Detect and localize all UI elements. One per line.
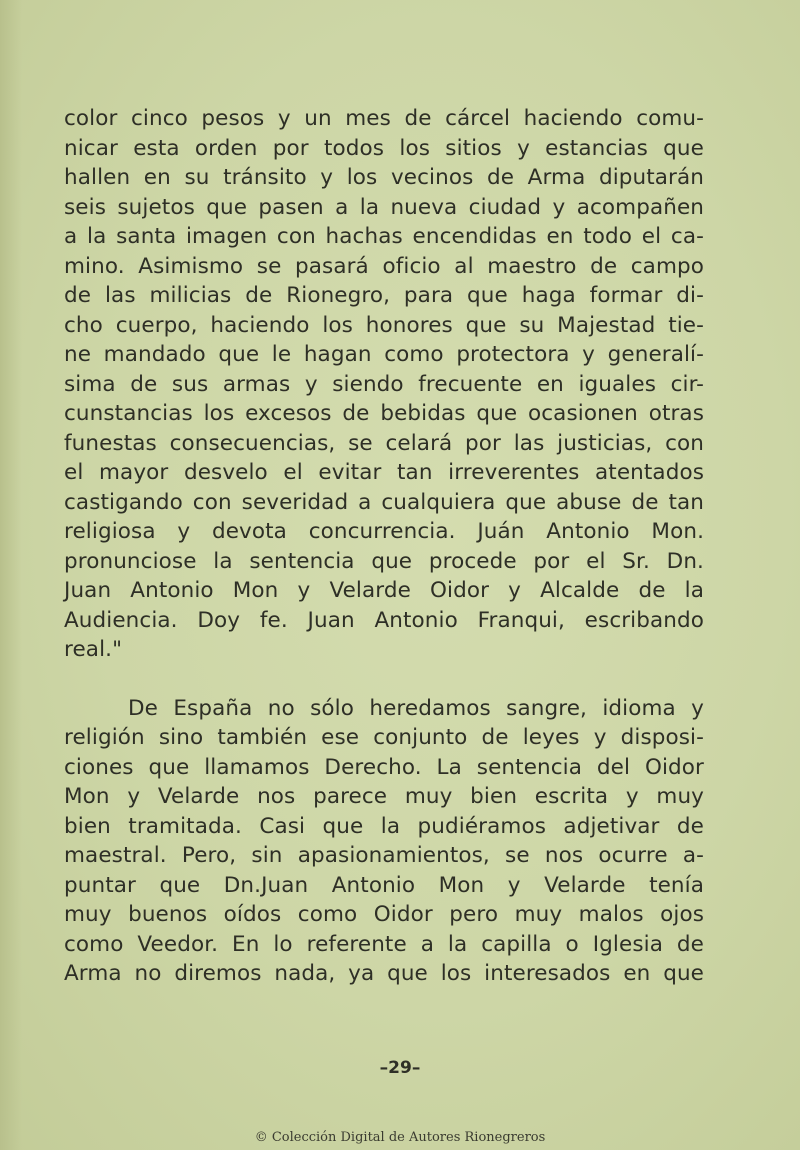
text-line: De España no sólo heredamos sangre, idioma y bbox=[128, 695, 704, 721]
text-line: como Veedor. En lo referente a la capilla o Iglesia de bbox=[64, 931, 704, 957]
paragraph-1 bbox=[64, 104, 704, 665]
text-line: religiosa y devota concurrencia. Juán Antonio Mon. bbox=[64, 519, 704, 544]
text-line: mino. Asimismo se pasará oficio al maestro de campo bbox=[64, 253, 704, 279]
text-line: real." bbox=[64, 637, 123, 662]
paragraph-2 bbox=[64, 694, 704, 989]
text-line: religión sino también ese conjunto de leyes y disposi- bbox=[64, 725, 704, 750]
text-line: el mayor desvelo el evitar tan irreverentes atentados bbox=[64, 460, 704, 485]
text-line: hallen en su tránsito y los vecinos de Arma diputarán bbox=[64, 165, 704, 190]
text-line: pronunciose la sentencia que procede por el Sr. Dn. bbox=[64, 548, 704, 574]
text-line: puntar que Dn.Juan Antonio Mon y Velarde tenía bbox=[64, 872, 704, 898]
text-line: nicar esta orden por todos los sitios y estancias que bbox=[64, 135, 704, 161]
text-line: sima de sus armas y siendo frecuente en iguales cir- bbox=[64, 371, 704, 397]
paragraph-gap bbox=[64, 665, 704, 694]
text-line: muy buenos oídos como Oidor pero muy malos ojos bbox=[64, 902, 704, 927]
text-line: maestral. Pero, sin apasionamientos, se nos ocurre a- bbox=[64, 843, 704, 868]
text-line: bien tramitada. Casi que la pudiéramos adjetivar de bbox=[64, 813, 704, 839]
page-number: –29– bbox=[379, 1058, 421, 1078]
text-line: funestas consecuencias, se celará por las justicias, con bbox=[64, 430, 704, 456]
text-line: de las milicias de Rionegro, para que haga formar di- bbox=[64, 283, 704, 308]
body-text bbox=[64, 104, 704, 989]
text-line: seis sujetos que pasen a la nueva ciudad y acompañen bbox=[64, 194, 704, 220]
text-line: castigando con severidad a cualquiera que abuse de tan bbox=[64, 489, 704, 515]
text-line: Audiencia. Doy fe. Juan Antonio Franqui, escribando bbox=[64, 607, 704, 633]
text-line: cunstancias los excesos de bebidas que ocasionen otras bbox=[64, 401, 704, 426]
binding-shadow bbox=[0, 0, 22, 1150]
text-line: color cinco pesos y un mes de cárcel haciendo comu- bbox=[64, 106, 704, 131]
text-line: Juan Antonio Mon y Velarde Oidor y Alcalde de la bbox=[64, 578, 704, 603]
text-line: a la santa imagen con hachas encendidas en todo el ca- bbox=[64, 224, 704, 249]
text-line: cho cuerpo, haciendo los honores que su Majestad tie- bbox=[64, 312, 704, 338]
text-line: Arma no diremos nada, ya que los interesados en que bbox=[64, 961, 704, 986]
text-line: ne mandado que le hagan como protectora y generalí- bbox=[64, 342, 704, 367]
text-line: ciones que llamamos Derecho. La sentencia del Oidor bbox=[64, 754, 704, 780]
collection-credit: © Colección Digital de Autores Rionegreros bbox=[254, 1130, 546, 1145]
text-line: Mon y Velarde nos parece muy bien escrita y muy bbox=[64, 784, 704, 809]
